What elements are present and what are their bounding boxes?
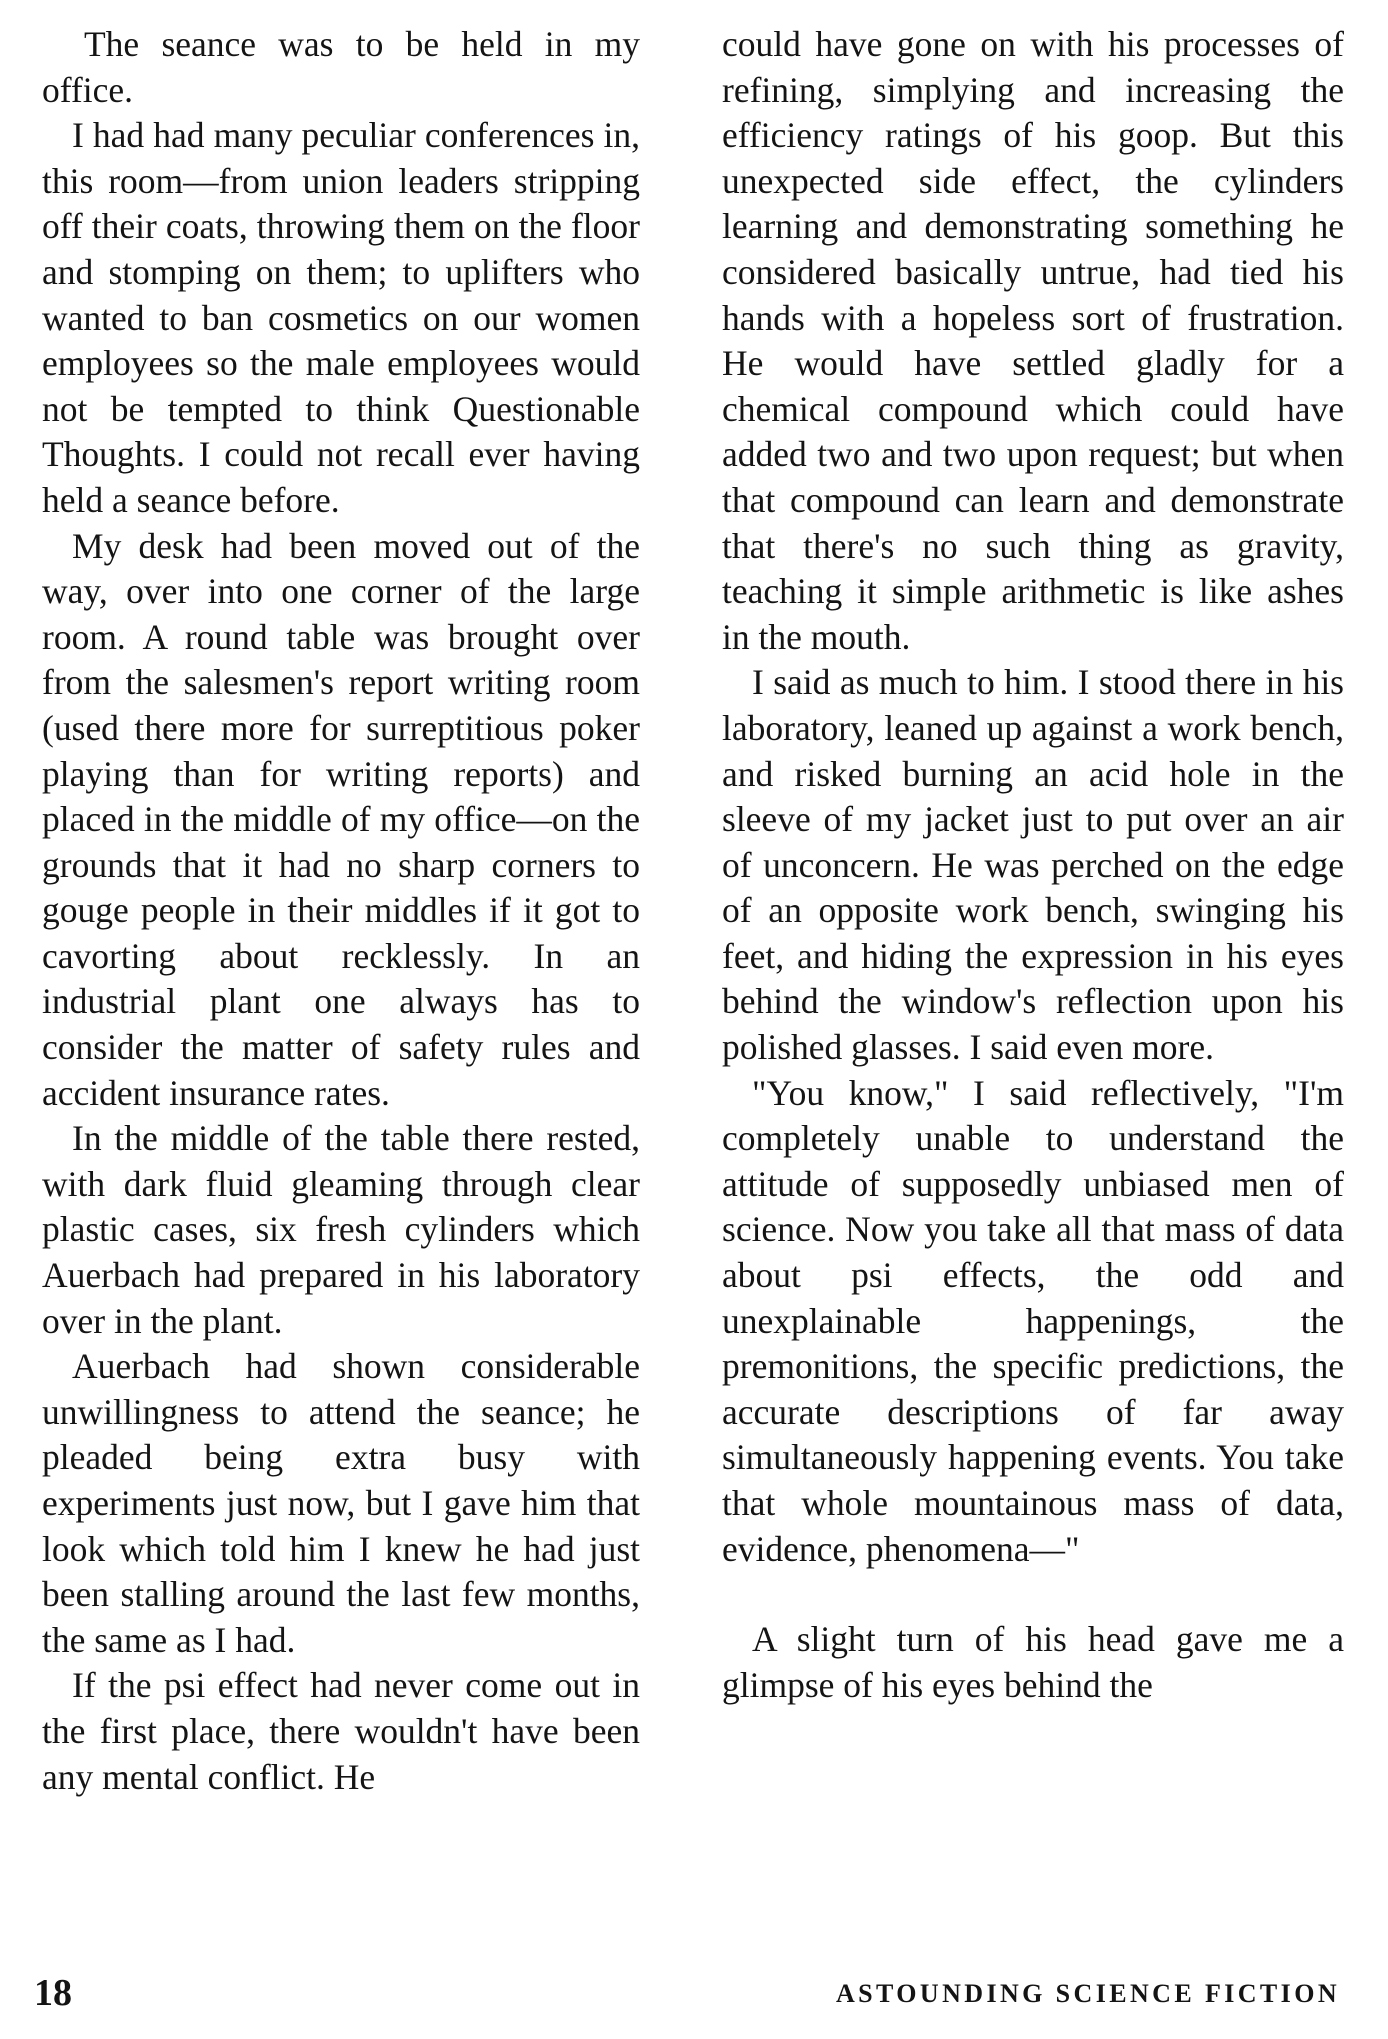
paragraph-continued: could have gone on with his processes of refining, simplying and increasing the efficiency ratings of his goop. But this unexpected side effect, the cylinders learning and demonstrating something he considered basically untrue, had tied his hands with a hopeless sort of frustration. He would have settled gladly for a chemical compound which could have added two and two upon request; but when that compound can learn and demonstrate that there's no such thing as gravity, teaching it simple arithmetic is like ashes in the mouth. bbox=[722, 24, 1344, 657]
left-column bbox=[42, 22, 640, 1800]
running-title: ASTOUNDING SCIENCE FICTION bbox=[835, 1979, 1340, 2008]
paragraph: My desk had been moved out of the way, over into one corner of the large room. A round table was brought over from the salesmen's report writing room (used there more for surreptitious poker playing than for writing reports) and placed in the middle of my office—on the grounds that it had no sharp corners to gouge people in their middles if it got to cavorting about recklessly. In an industrial plant one always has to consider the matter of safety rules and accident insurance rates. bbox=[42, 525, 640, 1113]
paragraph: A slight turn of his head gave me a glimpse of his eyes behind the bbox=[722, 1619, 1344, 1705]
paragraph: If the psi effect had never come out in the first place, there wouldn't have been any mental conflict. He bbox=[42, 1665, 640, 1797]
paragraph: I had had many peculiar conferences in, this room—from union leaders stripping off their coats, throwing them on the floor and stomping on them; to uplifters who wanted to ban cosmetics on our women employees so the male employees would not be tempted to think Questionable Thoughts. I could not recall ever having held a seance before. bbox=[42, 115, 640, 520]
paragraph: In the middle of the table there rested, with dark fluid gleaming through clear plastic cases, six fresh cylinders which Auerbach had prepared in his laboratory over in the plant. bbox=[42, 1118, 640, 1341]
paragraph: Auerbach had shown considerable unwillingness to attend the seance; he pleaded being extra busy with experiments just now, but I gave him that look which told him I knew he had just been stalling around the last few months, the same as I had. bbox=[42, 1346, 640, 1660]
paragraph: I said as much to him. I stood there in his laboratory, leaned up against a work bench, and risked burning an acid hole in the sleeve of my jacket just to put over an air of unconcern. He was perched on the edge of an opposite work bench, swinging his feet, and hiding the expression in his eyes behind the window's reflection upon his polished glasses. I said even more. bbox=[722, 662, 1344, 1068]
paragraph: "You know," I said reflectively, "I'm completely unable to understand the attitude of supposedly unbiased men of science. Now you take all that mass of data about psi effects, the odd and unexplainable happenings, the premonitions, the specific predictions, the accurate descriptions of far away simultaneously happening events. You take that whole mountainous mass of data, evidence, phenomena—" bbox=[722, 1072, 1344, 1569]
paragraph: The seance was to be held in my office. bbox=[42, 24, 640, 110]
right-column bbox=[722, 22, 1344, 1708]
page-footer bbox=[34, 1968, 1340, 2018]
page-number: 18 bbox=[34, 1972, 72, 2014]
